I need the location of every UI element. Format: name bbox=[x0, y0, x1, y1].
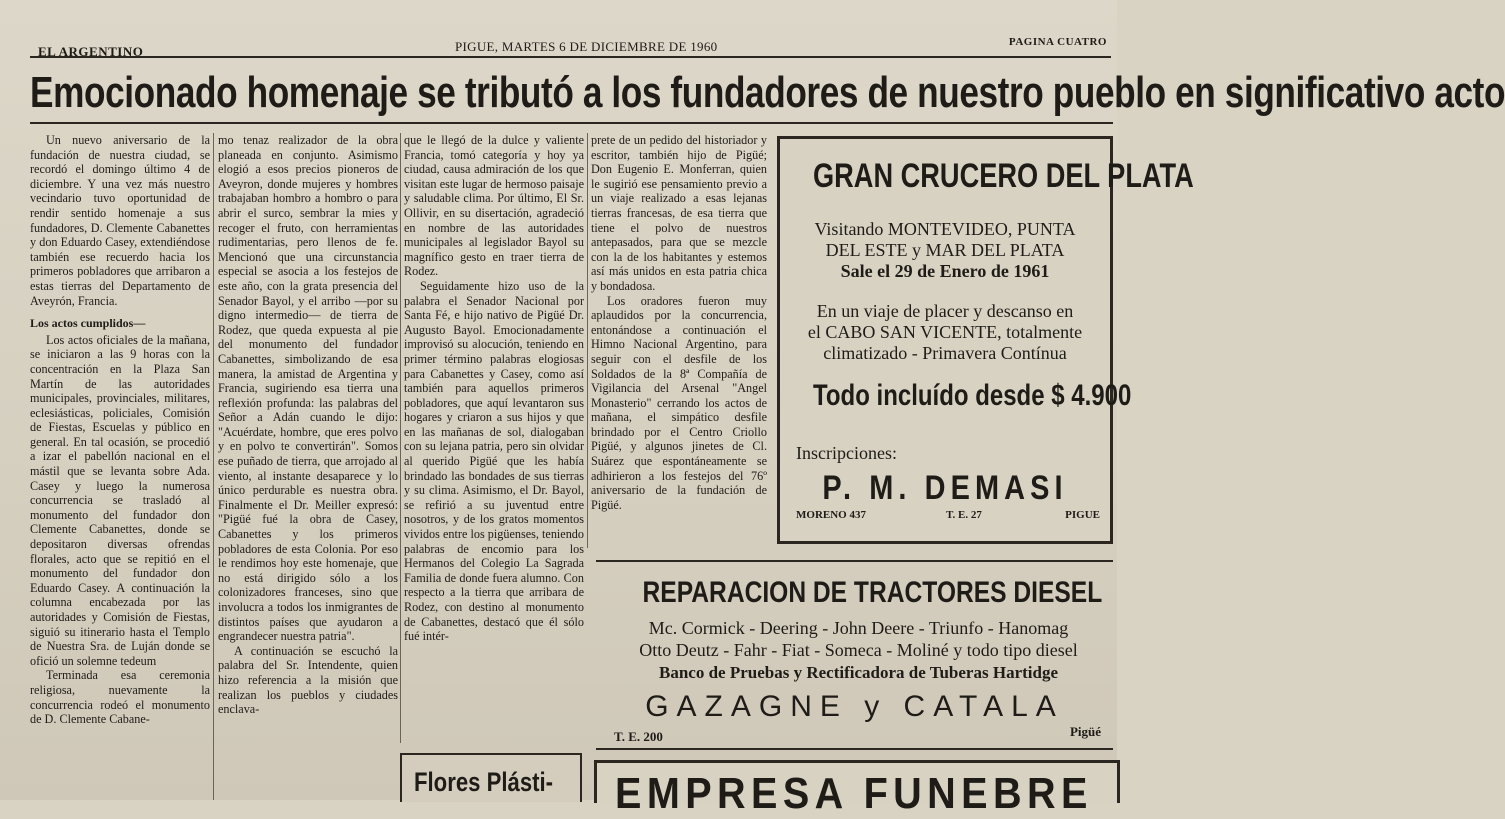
crucero-phone: T. E. 27 bbox=[946, 509, 982, 521]
article-paragraph: Terminada esa ceremonia religiosa, nuevamente la concurrencia rodeó el monumento de D. Clemente Cabane- bbox=[30, 668, 210, 727]
article-paragraph: Los oradores fueron muy aplaudidos por la concurrencia, entonándose a continuación el Himno Nacional Argentino, para seguir con el desfile de los Soldados de la 8ª Compañía de Vigilancia del Arsenal "Angel Monasterio" cerrando los actos de mañana, el simpático desfile brindado por el Centro Criollo Pigüé, y algunos jinetes de Cl. Suárez que espontáneamente se adhirieron a los festejos del 76º aniversario de la fundación de Pigüé. bbox=[591, 293, 767, 512]
crucero-town: PIGUE bbox=[1065, 509, 1100, 521]
article-paragraph: Los actos oficiales de la mañana, se iniciaron a las 9 horas con la concentración en la Plaza San Martín de las autoridades municipales, provinciales, militares, eclesiásticas, policiales, Comisión de Fiestas, Escuelas y público en general. En tal ocasión, se procedió a izar el pabellón nacional en el mástil que se levanta sobre Ada. Casey y luego la numerosa concurrencia se trasladó al monumento del fundador don Clemente Cabanettes, donde se depositaron diversas ofrendas florales, acto que se repitió en el monumento del fundador don Eduardo Casey. A continuación la columna encabezada por las autoridades y Comisión de Fiestas, siguió su itinerario hasta el Templo de Nuestra Sra. de Luján donde se ofició un solemne tedeum bbox=[30, 332, 210, 668]
crucero-line: climatizado - Primavera Contínua bbox=[823, 343, 1067, 363]
column-rule bbox=[400, 133, 401, 743]
crucero-line: DEL ESTE y MAR DEL PLATA bbox=[825, 240, 1065, 260]
flores-ad-title: Flores Plásti- bbox=[414, 767, 554, 797]
tractores-diesel-ad bbox=[596, 560, 1113, 750]
funebre-title: EMPRESA FUNEBRE bbox=[615, 769, 1093, 818]
tractores-town: Pigüé bbox=[1069, 724, 1101, 739]
flores-plasticas-ad bbox=[400, 753, 582, 802]
column-rule bbox=[213, 133, 214, 800]
article-subhead: Los actos cumplidos— bbox=[30, 316, 146, 331]
headline bbox=[30, 66, 1505, 124]
article-column-2 bbox=[218, 133, 398, 800]
article-paragraph: A continuación se escuchó la palabra del Sr. Intendente, quien hizo referencia a la misión que realizan los pueblos y ciudades enclava- bbox=[218, 643, 398, 717]
masthead bbox=[30, 32, 1111, 58]
crucero-line: En un viaje de placer y descanso en bbox=[816, 301, 1074, 321]
crucero-title: GRAN CRUCERO DEL PLATA bbox=[813, 157, 1194, 195]
article-paragraph: que le llegó de la dulce y valiente Francia, tomó categoría y hoy ya ciudad, causa admiración de los que visitan este lugar de hermoso paisaje y saludable clima. Por último, El Sr. Ollivir, en su disertación, agradeció en nombre de las autoridades municipales al legislador Bayol su magnífico gesto en traer tierra de Rodez. bbox=[404, 133, 584, 279]
article-paragraph: prete de un pedido del historiador y escritor, también hijo de Pigüé; Don Eugenio E. Monferran, quien le sugirió ese pensamiento previo a un viaje realizado a esas lejanas tierras francesas, de esa tierra que tiene el polvo de nuestros antepasados, para que se mezcle con la de los habitantes y estemos así más unidos en esta patria chica y bondadosa. bbox=[591, 133, 767, 293]
empresa-funebre-ad bbox=[594, 760, 1120, 818]
crucero-address: MORENO 437 bbox=[796, 509, 866, 521]
article-column-4 bbox=[591, 133, 767, 548]
tractores-brands: Otto Deutz - Fahr - Fiat - Someca - Moliné y todo tipo diesel bbox=[639, 640, 1078, 660]
tractores-firm: GAZAGNE y CATALA bbox=[645, 690, 1064, 723]
tractores-services: Banco de Pruebas y Rectificadora de Tuberas Hartidge bbox=[658, 663, 1058, 682]
tractores-title: REPARACION DE TRACTORES DIESEL bbox=[642, 576, 1103, 609]
dateline: PIGUE, MARTES 6 DE DICIEMBRE DE 1960 bbox=[455, 39, 718, 54]
crucero-departure: Sale el 29 de Enero de 1961 bbox=[840, 261, 1050, 281]
crucero-inscripciones: Inscripciones: bbox=[796, 443, 897, 463]
tractores-brands: Mc. Cormick - Deering - John Deere - Triunfo - Hanomag bbox=[648, 618, 1069, 638]
column-rule bbox=[587, 133, 588, 548]
crucero-line: Visitando MONTEVIDEO, PUNTA bbox=[814, 219, 1076, 239]
article-paragraph: Un nuevo aniversario de la fundación de nuestra ciudad, se recordó el domingo último 4 de diciembre. Y una vez más nuestro vecindario tuvo oportunidad de rendir sentido homenaje a sus fundadores, D. Clemente Cabanettes y don Eduardo Casey, extendiéndose también ese recuerdo hacia los primeros pobladores que arribaron a estas tierras del Departamento de Aveyrón, Francia. bbox=[30, 133, 210, 308]
gran-crucero-ad bbox=[777, 136, 1194, 544]
article-paragraph: mo tenaz realizador de la obra planeada en conjunto. Asimismo elogió a esos precios pioneros de Aveyron, donde mujeres y hombres trabajaban hombro a hombro o para abrir el surco, sembrar la mies y recoger el fruto, con herramientas rudimentarias, pero llenos de fe. Mencionó que una circunstancia especial se asocia a los festejos de este año, con la grata presencia del Senador Bayol, y el arribo —por su digno intermedio— de tierra de Rodez, que queda expuesta al pie del monumento del fundador Cabanettes, simbolizando de esa manera, la amistad de Argentina y Francia, sugiriendo esa tierra una reflexión profunda: las palabras del Señor a Adán cuando le dijo: "Acuérdate, hombre, que eres polvo y en polvo te convertirán". Somos ese puñado de tierra, que arrojado al viento, al instante desaparece y lo único perdurable es nuestra obra. Finalmente el Dr. Meiller expresó: "Pigüé fué la obra de Casey, Cabanettes y los primeros pobladores de esta Colonia. Por eso le rendimos hoy este homenaje, que no está dirigido sólo a los colonizadores franceses, sino que involucra a todos los inmigrantes de distintos países que ayudaron a engrandecer nuestra patria". bbox=[218, 133, 398, 644]
crucero-offer: Todo incluído desde $ 4.900 bbox=[813, 379, 1132, 412]
article-paragraph: Seguidamente hizo uso de la palabra el Senador Nacional por Santa Fé, e hijo nativo de Pigüé Dr. Augusto Bayol. Emocionadamente improvisó su alocución, teniendo en primer término palabras elogiosas para Cabanettes y Casey, como así también para aquellos primeros pobladores, que aquí levantaron sus hogares y criaron a sus hijos y que en las mañanas de sol, dialogaban con su lejana patria, pero sin olvidar al querido Pigüé que les había brindado las bondades de sus tierras y su clima. Asimismo, el Dr. Bayol, se refirió a su juventud entre nosotros, y de los gratos momentos vividos entre los pigüenses, teniendo palabras de encomio para los Hermanos del Colegio La Sagrada Familia de donde fuera alumno. Con respecto a la tierra que arribara de Rodez, con destino al monumento de Cabanettes, destacó que él sólo fué intér- bbox=[404, 278, 584, 644]
crucero-line: el CABO SAN VICENTE, totalmente bbox=[807, 322, 1083, 342]
headline-text: Emocionado homenaje se tributó a los fundadores de nuestro pueblo en significativo acto bbox=[30, 68, 1505, 117]
crucero-agent-name: P. M. DEMASI bbox=[822, 469, 1068, 507]
newspaper-name: EL ARGENTINO bbox=[38, 44, 144, 59]
article-column-1 bbox=[30, 133, 210, 800]
article-column-3 bbox=[404, 133, 584, 644]
page-number: PAGINA CUATRO bbox=[1008, 36, 1107, 48]
tractores-phone: T. E. 200 bbox=[614, 729, 663, 744]
